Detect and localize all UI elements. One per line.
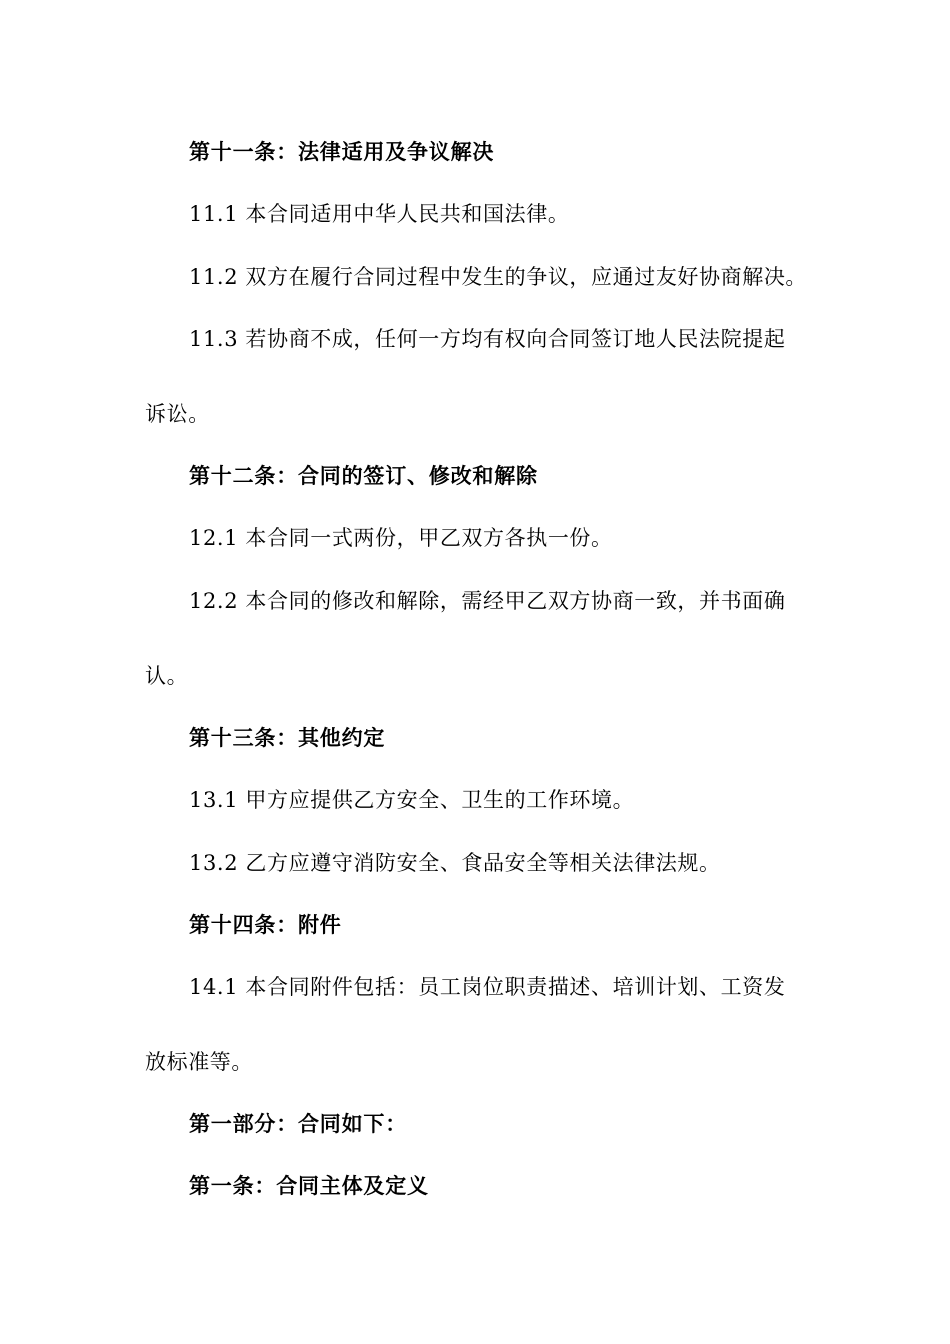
clause-12-2: 12.2 本合同的修改和解除，需经甲乙双方协商一致，并书面确 — [189, 589, 786, 613]
clause-12-2-continued: 认。 — [145, 664, 189, 688]
part-heading-part-1: 第一部分：合同如下： — [189, 1112, 407, 1136]
section-heading-article-14: 第十四条：附件 — [189, 913, 342, 937]
clause-11-2: 11.2 双方在履行合同过程中发生的争议，应通过友好协商解决。 — [189, 265, 808, 289]
clause-13-2: 13.2 乙方应遵守消防安全、食品安全等相关法律法规。 — [189, 851, 721, 875]
section-heading-article-13: 第十三条：其他约定 — [189, 726, 386, 750]
clause-11-1: 11.1 本合同适用中华人民共和国法律。 — [189, 202, 570, 226]
clause-14-1-continued: 放标准等。 — [145, 1050, 253, 1074]
section-heading-article-1: 第一条：合同主体及定义 — [189, 1174, 429, 1198]
clause-13-1: 13.1 甲方应提供乙方安全、卫生的工作环境。 — [189, 788, 635, 812]
clause-11-3-continued: 诉讼。 — [145, 402, 210, 426]
section-heading-article-11: 第十一条：法律适用及争议解决 — [189, 140, 495, 164]
clause-11-3: 11.3 若协商不成，任何一方均有权向合同签订地人民法院提起 — [189, 327, 786, 351]
clause-12-1: 12.1 本合同一式两份，甲乙双方各执一份。 — [189, 526, 613, 550]
section-heading-article-12: 第十二条：合同的签订、修改和解除 — [189, 464, 538, 488]
clause-14-1: 14.1 本合同附件包括：员工岗位职责描述、培训计划、工资发 — [189, 975, 786, 999]
